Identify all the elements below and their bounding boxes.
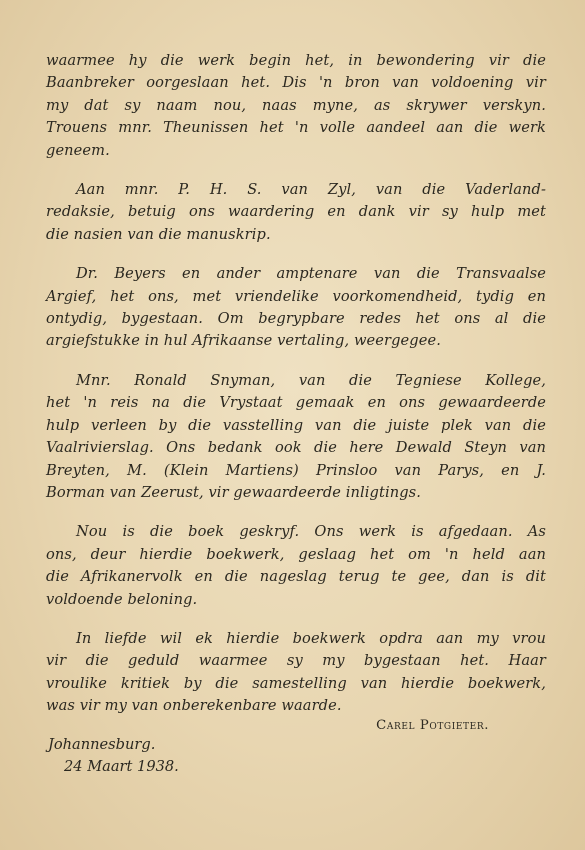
text-line: vroulike kritiek by die samestelling van hierdie boekwerk, bbox=[46, 674, 546, 692]
text-line: Mnr. Ronald Snyman, van die Tegniese Kollege, bbox=[76, 371, 546, 389]
text-line: ons, deur hierdie boekwerk, geslaag het om 'n held aan bbox=[46, 545, 546, 563]
text-line: Borman van Zeerust, vir gewaardeerde inligtings. bbox=[46, 483, 421, 501]
text-line: argiefstukke in hul Afrikaanse vertaling, weergegee. bbox=[46, 332, 441, 350]
text-line: Breyten, M. (Klein Martiens) Prinsloo van Parys, en J. bbox=[46, 461, 546, 479]
text-line: vir die geduld waarmee sy my bygestaan het. Haar bbox=[46, 652, 546, 670]
text-line: geneem. bbox=[46, 141, 110, 159]
paragraph-5 bbox=[46, 521, 546, 611]
text-line: Baanbreker oorgeslaan het. Dis 'n bron van voldoening vir bbox=[46, 74, 546, 92]
text-line: waarmee hy die werk begin het, in bewondering vir die bbox=[46, 52, 546, 69]
text-line: my dat sy naam nou, naas myne, as skrywer verskyn. bbox=[46, 96, 546, 114]
author-signature: Carel Potgieter. bbox=[376, 718, 489, 733]
text-line: Argief, het ons, met vriendelike voorkomendheid, tydig en bbox=[46, 287, 546, 305]
text-line: redaksie, betuig ons waardering en dank vir sy hulp met bbox=[46, 203, 546, 221]
text-line: het 'n reis na die Vrystaat gemaak en ons gewaardeerde bbox=[46, 394, 546, 412]
text-line: die Afrikanervolk en die nageslag terug te gee, dan is dit bbox=[46, 568, 546, 586]
paragraph-6 bbox=[46, 628, 546, 718]
date-line: 24 Maart 1938. bbox=[64, 758, 179, 775]
text-line: voldoende beloning. bbox=[46, 590, 198, 608]
text-line: Vaalrivierslag. Ons bedank ook die here Dewald Steyn van bbox=[46, 439, 546, 457]
place-line: Johannesburg. bbox=[48, 736, 156, 753]
body-text bbox=[46, 50, 546, 718]
text-line: Aan mnr. P. H. S. van Zyl, van die Vaderland- bbox=[76, 181, 546, 199]
paragraph-1 bbox=[46, 50, 546, 162]
text-line: die nasien van die manuskrip. bbox=[46, 225, 271, 243]
text-line: Nou is die boek geskryf. Ons werk is afgedaan. As bbox=[76, 523, 546, 541]
text-line: Trouens mnr. Theunissen het 'n volle aandeel aan die werk bbox=[46, 119, 546, 137]
paragraph-3 bbox=[46, 263, 546, 353]
paragraph-4 bbox=[46, 370, 546, 504]
text-line: was vir my van onberekenbare waarde. bbox=[46, 697, 342, 715]
text-line: ontydig, bygestaan. Om begrypbare redes het ons al die bbox=[46, 310, 546, 328]
text-line: hulp verleen by die vasstelling van die juiste plek van die bbox=[46, 416, 546, 434]
paragraph-2 bbox=[46, 179, 546, 246]
text-line: Dr. Beyers en ander amptenare van die Transvaalse bbox=[76, 265, 546, 283]
text-line: In liefde wil ek hierdie boekwerk opdra aan my vrou bbox=[76, 629, 546, 647]
